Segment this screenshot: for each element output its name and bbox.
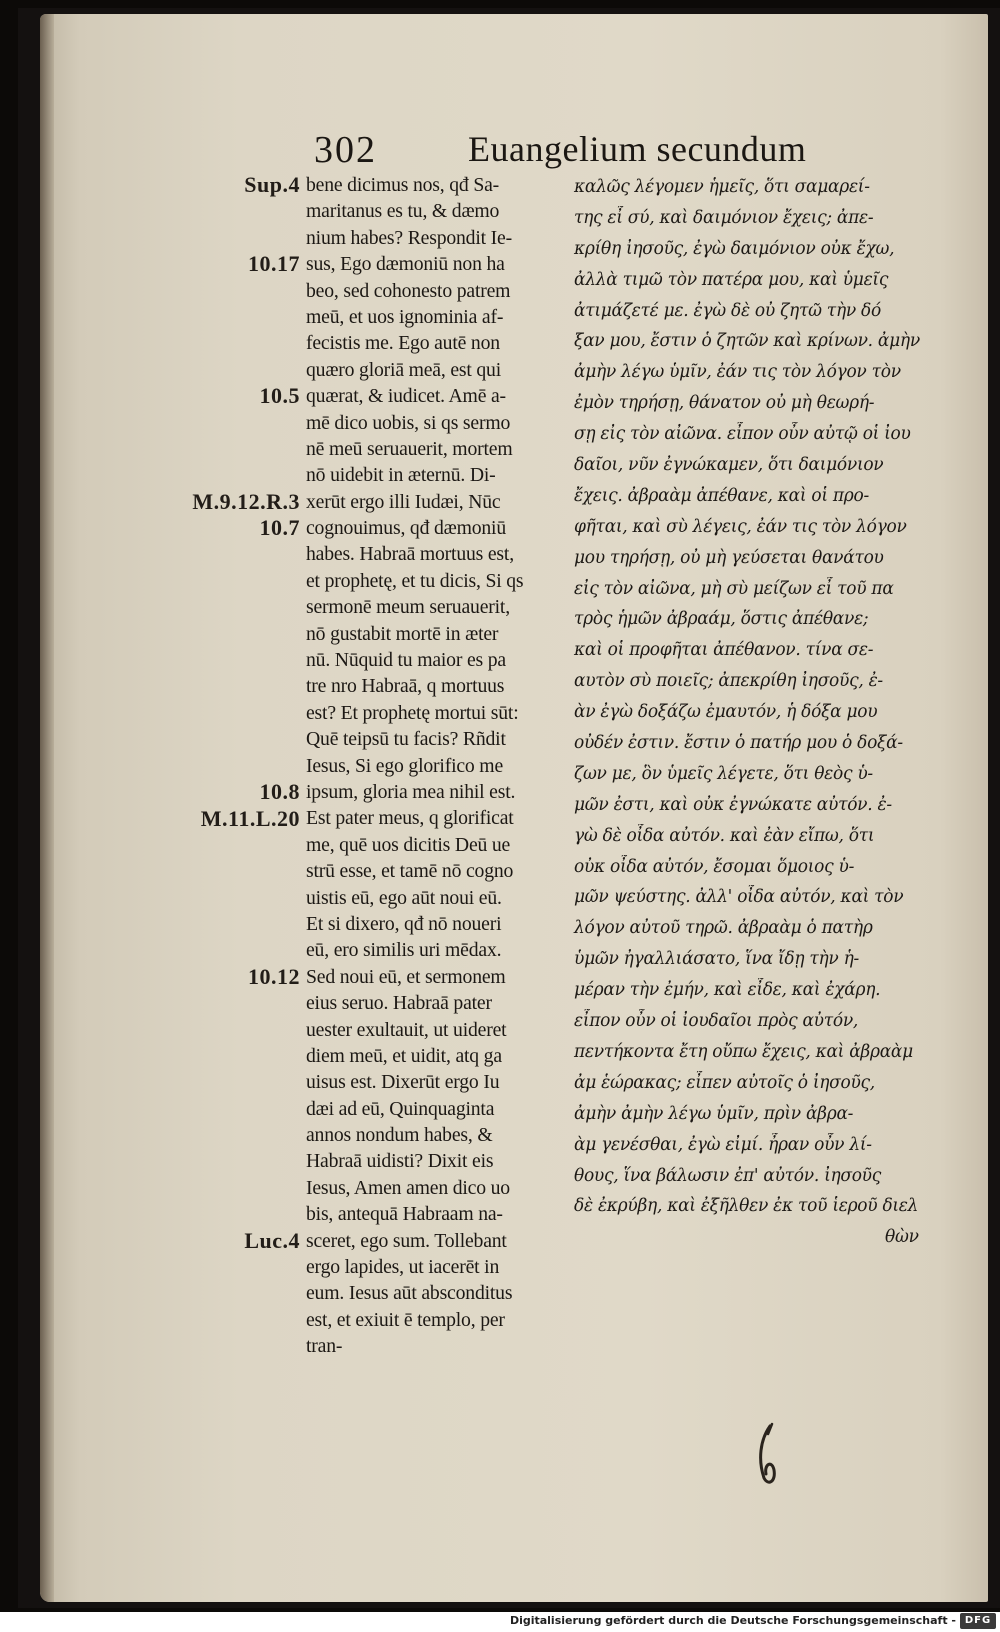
latin-line: uistis eū, ego aūt noui eū. [306, 886, 502, 909]
greek-line: της εἶ σύ, καὶ δαιμόνιον ἔχεις; ἀπε- [574, 207, 874, 228]
greek-line: ἀλλὰ τιμῶ τὸν πατέρα μου, καὶ ὑμεῖς [574, 269, 889, 290]
footer-credit: Digitalisierung gefördert durch die Deutsche Forschungsgemeinschaft - [509, 1614, 956, 1627]
greek-line: ἀμ ἑώρακας; εἶπεν αὐτοῖς ὁ ἰησοῦς, [574, 1072, 875, 1093]
latin-line: quæro gloriā meā, est qui [306, 358, 502, 381]
greek-line: καλῶς λέγομεν ἡμεῖς, ὅτι σαμαρεί- [574, 177, 870, 197]
greek-line: καὶ οἱ προφῆται ἀπέθανον. τίνα σε- [574, 640, 874, 661]
greek-line: δὲ ἐκρύβη, καὶ ἐξῆλθεν ἐκ τοῦ ἱεροῦ διελ [574, 1196, 919, 1217]
page-header [300, 128, 860, 176]
margin-notes [150, 170, 300, 1270]
latin-line: est, et exiuit ē templo, per [306, 1308, 505, 1331]
greek-line: φῆται, καὶ σὺ λέγεις, ἐάν τις τὸν λόγον [574, 516, 907, 537]
latin-line: annos nondum habes, & [306, 1124, 493, 1147]
latin-line: sus, Ego dæmoniū non ha [306, 253, 505, 276]
latin-line: nium habes? Respondit Ie- [306, 226, 512, 249]
latin-line: Sed noui eū, et sermonem [306, 965, 506, 988]
latin-line: nō gustabit mortē in æter [306, 622, 499, 645]
latin-line: Habraā uidisti? Dixit eis [306, 1150, 494, 1173]
latin-line: Iesus, Si ego glorifico me [306, 754, 504, 777]
greek-line: ἐμὸν τηρήσῃ, θάνατον οὐ μὴ θεωρή- [574, 393, 875, 414]
greek-line: ἀμὴν λέγω ὑμῖν, ἐάν τις τὸν λόγον τὸν [574, 362, 901, 383]
latin-line: fecistis me. Ego autē non [306, 332, 500, 355]
latin-line: et prophetę, et tu dicis, Si qs [306, 569, 524, 592]
greek-line: εἶπον οὖν οἱ ἰουδαῖοι πρὸς αὐτόν, [574, 1011, 859, 1032]
greek-line: ξαν μου, ἔστιν ὁ ζητῶν καὶ κρίνων. ἀμὴν [574, 331, 920, 352]
page-number: 302 [314, 129, 377, 171]
latin-line: eius seruo. Habraā pater [306, 992, 492, 1015]
latin-line: cognouimus, qđ dæmoniū [306, 517, 507, 540]
margin-note: 10.12 [248, 964, 300, 989]
greek-line: θους, ἵνα βάλωσιν ἐπ' αὐτόν. ἰησοῦς [574, 1165, 881, 1186]
latin-line: est? Et prophetę mortui sūt: [306, 701, 519, 724]
greek-line: κρίθη ἰησοῦς, ἐγὼ δαιμόνιον οὐκ ἔχω, [574, 238, 895, 259]
latin-line: nē meū seruauerit, mortem [306, 437, 513, 460]
latin-line: dæi ad eū, Quinquaginta [306, 1097, 495, 1120]
greek-line: οὐκ οἶδα αὐτόν, ἔσομαι ὅμοιος ὑ- [574, 856, 855, 877]
running-title: Euangelium secundum [468, 129, 807, 169]
latin-column [306, 172, 566, 1360]
latin-line: xerūt ergo illi Iudæi, Nūc [306, 490, 501, 513]
greek-line: ἔχεις. ἀβραὰμ ἀπέθανε, καὶ οἱ προ- [574, 485, 869, 506]
latin-line: meū, et uos ignominia af- [306, 305, 504, 328]
greek-line: δαῖοι, νῦν ἐγνώκαμεν, ὅτι δαιμόνιον [574, 455, 884, 476]
latin-line: mē dico uobis, si qs sermo [306, 411, 511, 434]
latin-line: beo, sed cohonesto patrem [306, 279, 511, 302]
greek-line: γὼ δὲ οἶδα αὐτόν. καὶ ἐὰν εἴπω, ὅτι [574, 825, 875, 846]
greek-line: λόγον αὐτοῦ τηρῶ. ἀβραὰμ ὁ πατὴρ [574, 918, 873, 939]
margin-note: M.11.L.20 [200, 805, 300, 831]
greek-line: μέραν τὴν ἐμήν, καὶ εἶδε, καὶ ἐχάρη. [574, 980, 881, 1001]
greek-line: μῶν ψεύστης. ἀλλ' οἶδα αὐτόν, καὶ τὸν [574, 887, 904, 908]
latin-line: Et si dixero, qđ nō noueri [306, 912, 502, 935]
latin-line: Quē teipsū tu facis? Rñdit [306, 728, 506, 751]
greek-line: ὰν ἐγὼ δοξάζω ἐμαυτόν, ἡ δόξα μου [574, 702, 878, 723]
latin-line: sermonē meum seruauerit, [306, 596, 510, 619]
latin-line: ergo lapides, ut iacerēt in [306, 1256, 500, 1279]
greek-line: ζων με, ὃν ὑμεῖς λέγετε, ὅτι θεὸς ὑ- [574, 763, 873, 784]
margin-note: Luc.4 [244, 1228, 300, 1253]
greek-line: εἰς τὸν αἰῶνα, μὴ σὺ μείζων εἶ τοῦ πα [574, 578, 894, 599]
latin-line: uisus est. Dixerūt ergo Iu [306, 1071, 500, 1094]
latin-line: bis, antequā Habraam na- [306, 1203, 503, 1226]
greek-line: οὐδέν ἐστιν. ἔστιν ὁ πατήρ μου ὁ δοξά- [574, 733, 903, 754]
greek-line: αυτὸν σὺ ποιεῖς; ἀπεκρίθη ἰησοῦς, ἐ- [574, 671, 883, 692]
latin-line: uester exultauit, ut uideret [306, 1018, 507, 1041]
greek-line: σῃ εἰς τὸν αἰῶνα. εἶπον οὖν αὐτῷ οἱ ἰου [574, 424, 911, 445]
latin-line: tre nro Habraā, q mortuus [306, 675, 505, 698]
page-gutter [40, 14, 54, 1602]
latin-line: nō uidebit in æternū. Di- [306, 464, 496, 487]
latin-line: diem meū, et uidit, atq ga [306, 1044, 502, 1067]
latin-line: Est pater meus, q glorificat [306, 807, 514, 830]
latin-line: habes. Habraā mortuus est, [306, 543, 514, 566]
latin-line: quærat, & iudicet. Amē a- [306, 385, 506, 408]
greek-line: τρὸς ἡμῶν ἀβραάμ, ὅστις ἀπέθανε; [574, 609, 869, 630]
greek-line: ἀμὴν ἀμὴν λέγω ὑμῖν, πρὶν ἀβρα- [574, 1103, 854, 1124]
latin-line: maritanus es tu, & dæmo [306, 200, 500, 223]
margin-note: M.9.12.R.3 [192, 488, 300, 514]
latin-line: eū, ero similis uri mēdax. [306, 939, 502, 962]
greek-line: ὰμ γενέσθαι, ἐγὼ εἰμί. ἦραν οὖν λί- [574, 1134, 872, 1155]
latin-line: eum. Iesus aūt absconditus [306, 1282, 513, 1305]
latin-line: sceret, ego sum. Tollebant [306, 1229, 507, 1252]
margin-note: Sup.4 [244, 172, 300, 197]
greek-line: ὑμῶν ἠγαλλιάσατο, ἵνα ἴδῃ τὴν ἡ- [574, 949, 860, 970]
margin-note: 10.5 [259, 383, 300, 409]
margin-note: 10.8 [259, 779, 300, 805]
greek-column [574, 172, 954, 1253]
latin-line: me, quē uos dicitis Deū ue [306, 833, 511, 856]
latin-line: tran- [306, 1335, 343, 1358]
margin-note: 10.7 [259, 515, 300, 541]
latin-line: ipsum, gloria mea nihil est. [306, 780, 516, 803]
greek-line: μου τηρήσῃ, οὐ μὴ γεύσεται θανάτου [574, 547, 884, 568]
greek-line: μῶν ἐστι, καὶ οὐκ ἐγνώκατε αὐτόν. ἐ- [574, 794, 892, 815]
latin-line: Iesus, Amen amen dico uo [306, 1176, 510, 1199]
latin-line: nū. Nūquid tu maior es pa [306, 649, 506, 672]
greek-line: θὼν [885, 1227, 919, 1248]
margin-note: 10.17 [248, 251, 300, 277]
latin-line: strū esse, et tamē nō cogno [306, 860, 514, 883]
greek-line: πεντήκοντα ἔτη οὔπω ἔχεις, καὶ ἀβραὰμ [574, 1041, 913, 1062]
dfg-logo-icon: DFG [960, 1613, 996, 1629]
ink-mark-icon [750, 1420, 790, 1490]
greek-line: ἀτιμάζετέ με. ἐγὼ δὲ οὐ ζητῶ τὴν δό [574, 300, 881, 321]
latin-line: bene dicimus nos, qđ Sa- [306, 174, 500, 196]
